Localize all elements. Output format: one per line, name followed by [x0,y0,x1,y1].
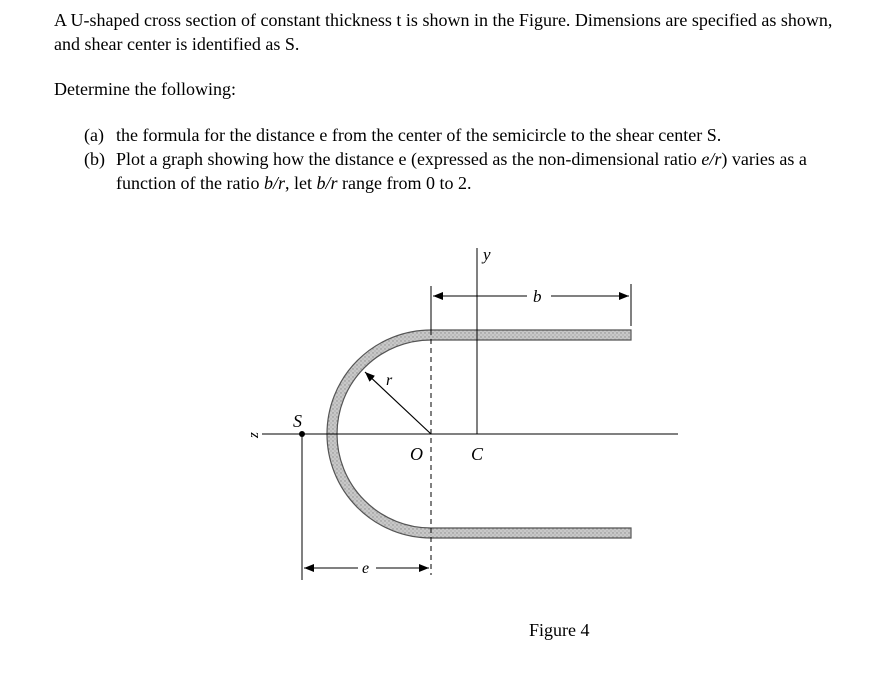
e-label: e [362,560,370,577]
radius-line [365,372,431,434]
b-label: b [533,287,542,306]
r-label: r [386,372,393,389]
part-b-text-after: range from 0 to 2. [337,173,472,193]
part-b-label: (b) [84,149,105,169]
part-b-text-middle: ) varies as a function of the ratio [116,149,807,193]
ratio-b-over-r: b/r [263,173,285,193]
ratio-b-over-r-range: b/r [316,173,338,193]
z-label: z [246,432,262,438]
part-b-text-before: Plot a graph showing how the distance e (expressed as the non-dimensional ratio [116,149,702,169]
figure-caption: Figure 4 [529,620,590,640]
problem-intro: A U-shaped cross section of constant thickness t is shown in the Figure. Dimensions are specified as shown, and shear center is identified as S. [54,10,833,54]
shear-center-point [299,431,305,437]
problem-prompt: Determine the following: [54,79,236,99]
s-label: S [293,411,302,431]
o-label: O [410,444,423,464]
y-label: y [483,245,491,264]
ratio-e-over-r: e/r [701,149,722,169]
part-a-label: (a) [84,125,104,145]
part-b-text-mid2: , let [284,173,317,193]
c-label: C [471,444,484,464]
part-a-text: the formula for the distance e from the center of the semicircle to the shear center S. [116,125,722,145]
